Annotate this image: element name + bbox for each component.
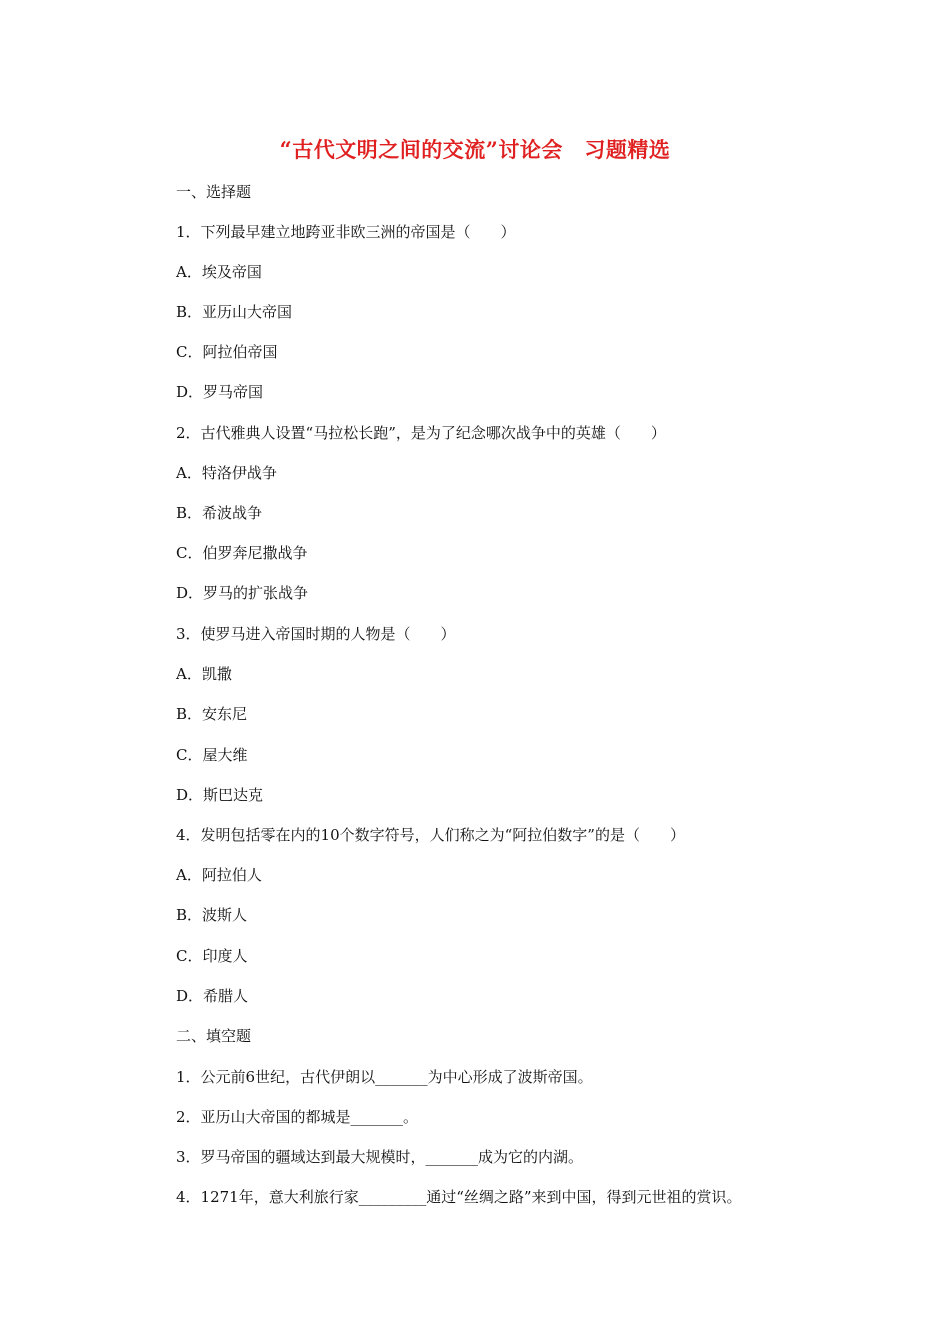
question-2-option-c: C．伯罗奔尼撒战争 <box>176 544 308 562</box>
question-1-option-c: C．阿拉伯帝国 <box>176 343 278 361</box>
question-2-stem: 2．古代雅典人设置“马拉松长跑”，是为了纪念哪次战争中的英雄（ ） <box>176 424 666 442</box>
section-heading-fill: 二、填空题 <box>176 1027 252 1045</box>
question-4-option-b: B．波斯人 <box>176 906 248 924</box>
question-4-option-d: D．希腊人 <box>176 987 249 1005</box>
fill-item-3: 3．罗马帝国的疆域达到最大规模时，_______成为它的内湖。 <box>176 1148 584 1166</box>
fill-item-2: 2．亚历山大帝国的都城是_______。 <box>176 1108 419 1126</box>
question-3-option-a: A．凯撒 <box>176 665 232 683</box>
question-1-option-a: A．埃及帝国 <box>176 263 262 281</box>
section-heading-choice: 一、选择题 <box>176 183 252 201</box>
fill-item-1: 1．公元前6世纪，古代伊朗以_______为中心形成了波斯帝国。 <box>176 1068 593 1086</box>
question-3-option-d: D．斯巴达克 <box>176 786 264 804</box>
question-2-option-a: A．特洛伊战争 <box>176 464 277 482</box>
question-2-option-b: B．希波战争 <box>176 504 263 522</box>
question-1-option-d: D．罗马帝国 <box>176 383 264 401</box>
question-3-option-c: C．屋大维 <box>176 746 248 764</box>
question-1-stem: 1．下列最早建立地跨亚非欧三洲的帝国是（ ） <box>176 223 516 241</box>
question-4-option-c: C．印度人 <box>176 947 248 965</box>
question-2-option-d: D．罗马的扩张战争 <box>176 584 309 602</box>
question-4-option-a: A．阿拉伯人 <box>176 866 262 884</box>
fill-item-4: 4．1271年，意大利旅行家_________通过“丝绸之路”来到中国，得到元世祖的赏识。 <box>176 1188 742 1206</box>
question-4-stem: 4．发明包括零在内的10个数字符号，人们称之为“阿拉伯数字”的是（ ） <box>176 826 685 844</box>
question-3-stem: 3．使罗马进入帝国时期的人物是（ ） <box>176 625 456 643</box>
question-1-option-b: B．亚历山大帝国 <box>176 303 293 321</box>
document-title: “古代文明之间的交流”讨论会 习题精选 <box>279 137 671 162</box>
question-3-option-b: B．安东尼 <box>176 705 248 723</box>
